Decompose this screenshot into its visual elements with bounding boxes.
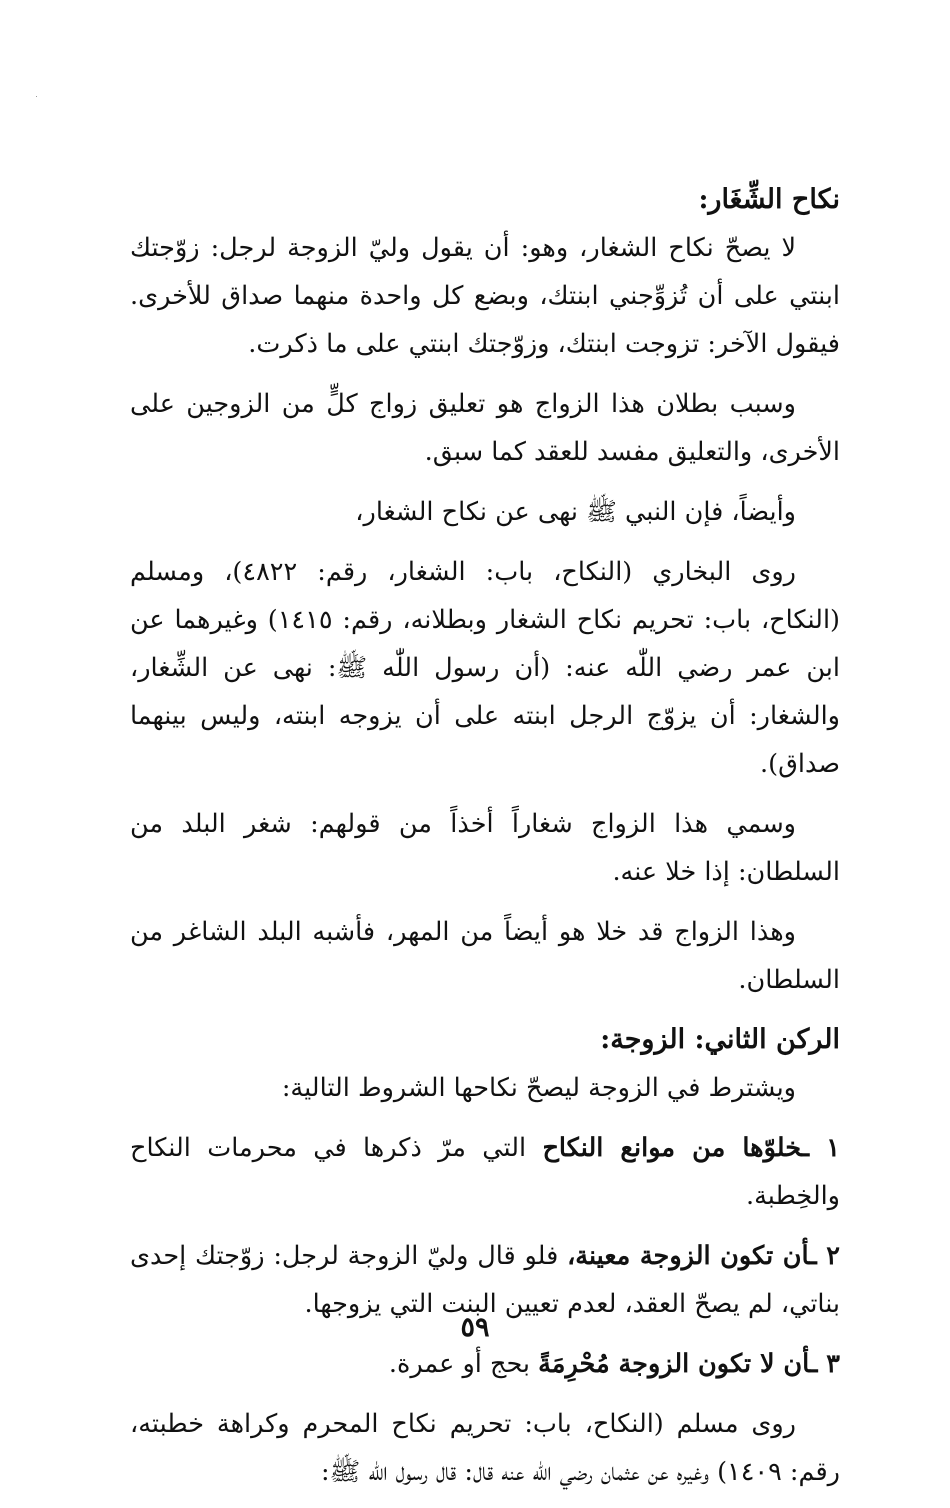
margin-speck [36,96,37,97]
section-heading-wife: الركن الثاني: الزوجة: [600,1024,840,1055]
condition-item [130,1340,840,1388]
condition-number: ١ ـ [801,1133,840,1163]
condition-number: ٣ ـ [809,1349,840,1379]
paragraph-hadith-reference: روى البخاري (النكاح، باب: الشغار، رقم: ٤٨٢٢)، ومسلم (النكاح، باب: تحريم نكاح الشغار وبطلانه، رقم: ١٤١٥) وغيرهما عن ابن عمر رضي اللّٰه عنه: (أن رسول اللّٰه ﷺ: نهى عن الشِّغار، والشغار: أن يزوّج الرجل ابنته على أن يزوجه ابنته، وليس بينهما صداق). [130,557,840,779]
condition-item [130,1124,840,1220]
paragraph-comparison: وهذا الزواج قد خلا هو أيضاً من المهر، فأشبه البلد الشاغر من السلطان. [130,917,840,995]
condition-text: فلو قال وليّ الزوجة لرجل: زوّجتك إحدى بناتي، لم يصحّ العقد، لعدم تعيين البنت التي يزوجها. [130,1241,840,1319]
condition-lead: أن تكون الزوجة معينة، [567,1241,810,1271]
paragraph-conditions-intro: ويشترط في الزوجة ليصحّ نكاحها الشروط التالية: [281,1073,796,1103]
paragraph-definition: لا يصحّ نكاح الشغار، وهو: أن يقول وليّ الزوجة لرجل: زوّجتك ابنتي على أن تُزوِّجني ابنتك، وبضع كل واحدة منهما صداق للأخرى. فيقول الآخر: تزوجت ابنتك، وزوّجتك ابنتي على ما ذكرت. [130,233,840,359]
condition-lead: أن لا تكون الزوجة مُحْرِمَةً [538,1349,810,1379]
paragraph-prohibition: وأيضاً، فإن النبي ﷺ نهى عن نكاح الشغار، [355,497,796,527]
paragraph-naming: وسمي هذا الزواج شغاراً أخذاً من قولهم: شغر البلد من السلطان: إذا خلا عنه. [130,809,840,887]
condition-number: ٢ ـ [809,1241,840,1271]
condition-text: التي مرّ ذكرها في محرمات النكاح والخِطبة. [130,1133,840,1211]
page-number: ٥٩ [460,1312,490,1343]
section-heading-shighar: نكاح الشِّغَار: [698,184,840,215]
page-body [130,176,840,1508]
condition-text: بحج أو عمرة. [388,1349,539,1379]
condition-lead: خلوّها من موانع النكاح [542,1133,802,1163]
paragraph-reason: وسبب بطلان هذا الزواج هو تعليق زواج كلٍّ من الزوجين على الأخرى، والتعليق مفسد للعقد كما سبق. [130,389,840,467]
paragraph-muslim-hadith: روى مسلم (النكاح، باب: تحريم نكاح المحرم وكراهة خطبته، رقم: ١٤٠٩) وغيره عن عثمان رضي اللّٰه عنه قال: قال رسول اللّٰه ﷺ: [130,1409,840,1487]
